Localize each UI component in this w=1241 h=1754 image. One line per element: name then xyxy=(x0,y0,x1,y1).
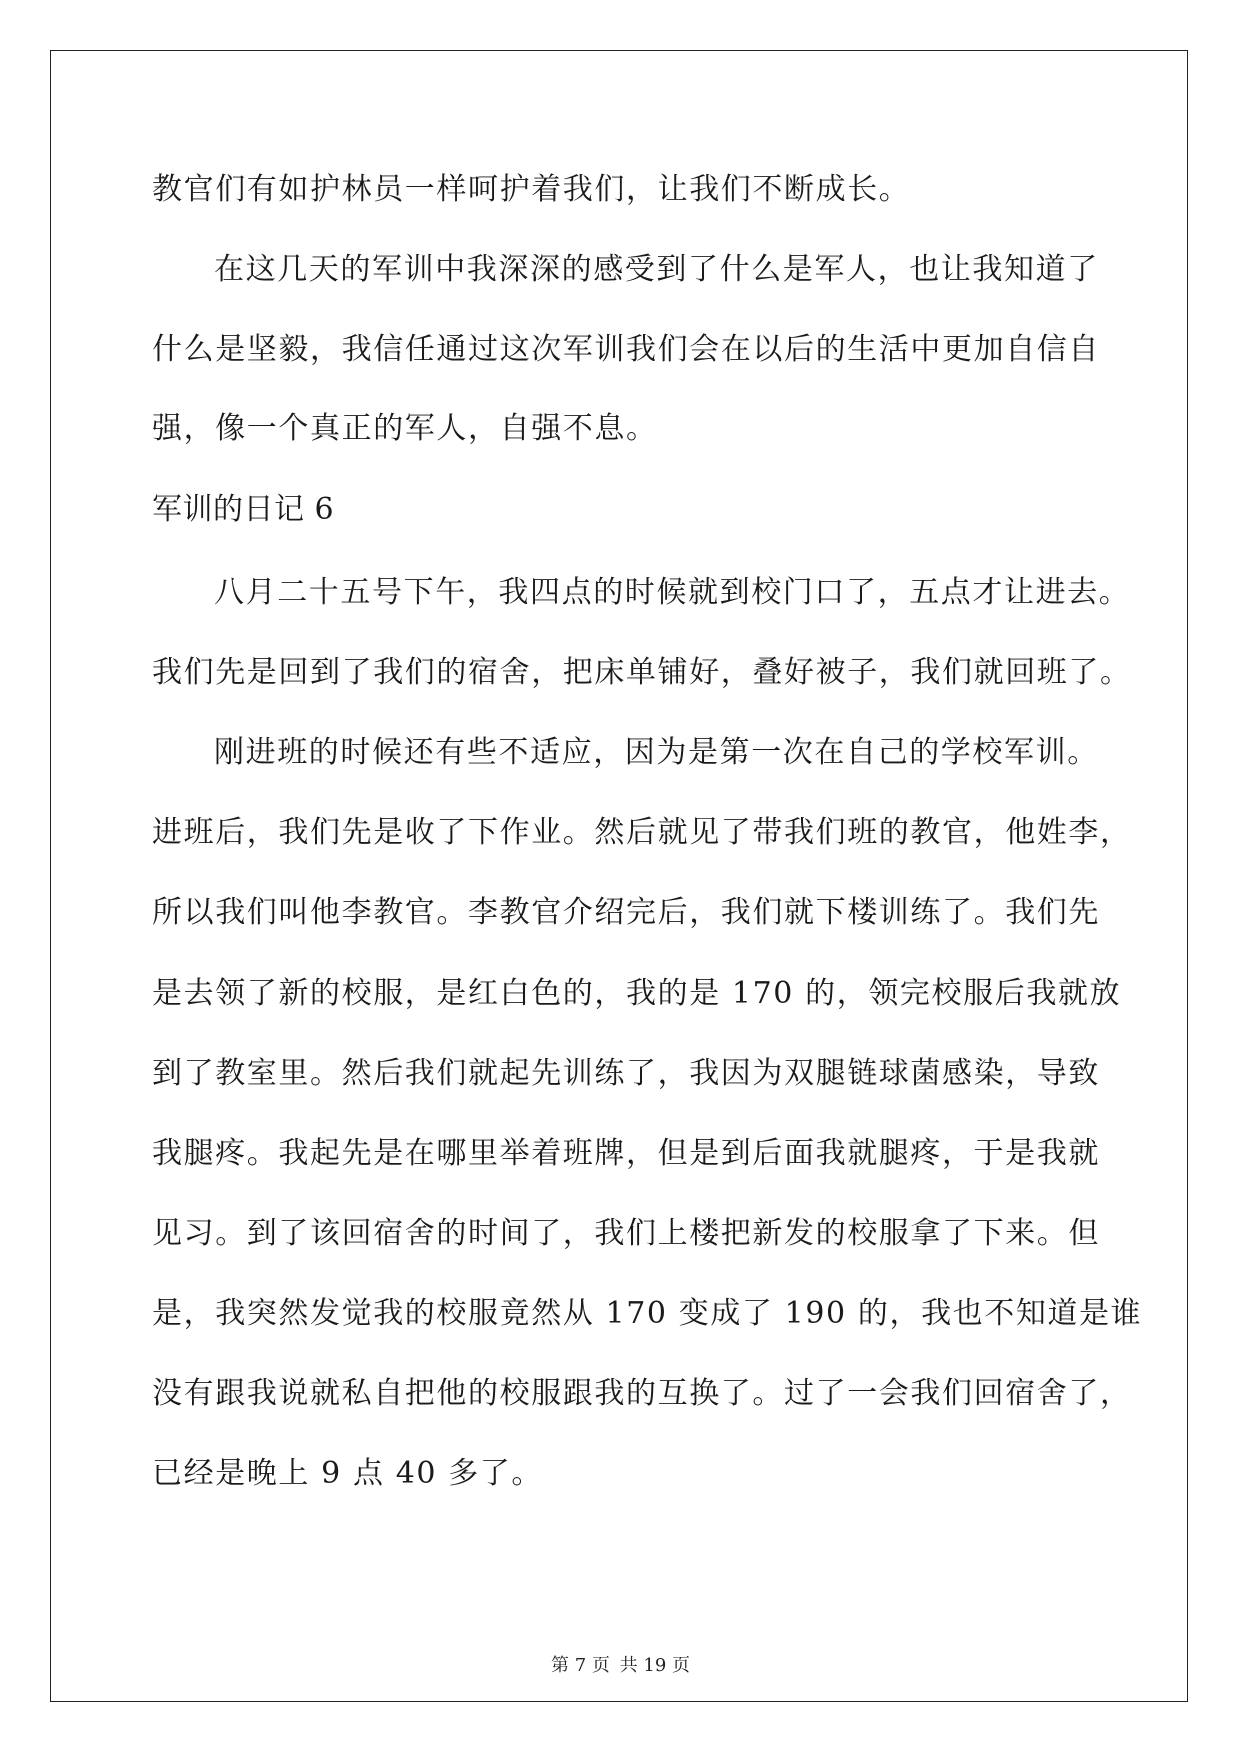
paragraph-line: 见习。到了该回宿舍的时间了，我们上楼把新发的校服拿了下来。但 xyxy=(152,1216,1100,1251)
paragraph-line: 进班后，我们先是收了下作业。然后就见了带我们班的教官，他姓李， xyxy=(152,815,1132,850)
page-number: 第 7 页 xyxy=(551,1655,610,1676)
paragraph-line: 在这几天的军训中我深深的感受到了什么是军人，也让我知道了 xyxy=(214,252,1099,287)
paragraph-line: 什么是坚毅，我信任通过这次军训我们会在以后的生活中更加自信自 xyxy=(152,332,1100,367)
paragraph-line: 没有跟我说就私自把他的校服跟我的互换了。过了一会我们回宿舍了， xyxy=(152,1376,1132,1411)
page-total: 共 19 页 xyxy=(619,1655,690,1676)
paragraph-line: 已经是晚上 9 点 40 多了。 xyxy=(152,1456,544,1491)
paragraph-line: 是去领了新的校服，是红白色的，我的是 170 的，领完校服后我就放 xyxy=(152,976,1122,1011)
section-heading: 军训的日记 6 xyxy=(152,492,335,527)
page-footer xyxy=(0,1654,1241,1678)
paragraph-line: 到了教室里。然后我们就起先训练了，我因为双腿链球菌感染，导致 xyxy=(152,1056,1100,1091)
paragraph-line: 我们先是回到了我们的宿舍，把床单铺好，叠好被子，我们就回班了。 xyxy=(152,655,1132,690)
paragraph-line: 是，我突然发觉我的校服竟然从 170 变成了 190 的，我也不知道是谁 xyxy=(152,1296,1143,1331)
paragraph-line: 八月二十五号下午，我四点的时候就到校门口了，五点才让进去。 xyxy=(214,575,1131,610)
paragraph-line: 我腿疼。我起先是在哪里举着班牌，但是到后面我就腿疼，于是我就 xyxy=(152,1136,1100,1171)
paragraph-line: 强，像一个真正的军人，自强不息。 xyxy=(152,411,658,446)
paragraph-line: 所以我们叫他李教官。李教官介绍完后，我们就下楼训练了。我们先 xyxy=(152,895,1100,930)
paragraph-line: 教官们有如护林员一样呵护着我们，让我们不断成长。 xyxy=(152,172,911,207)
paragraph-line: 刚进班的时候还有些不适应，因为是第一次在自己的学校军训。 xyxy=(214,735,1099,770)
